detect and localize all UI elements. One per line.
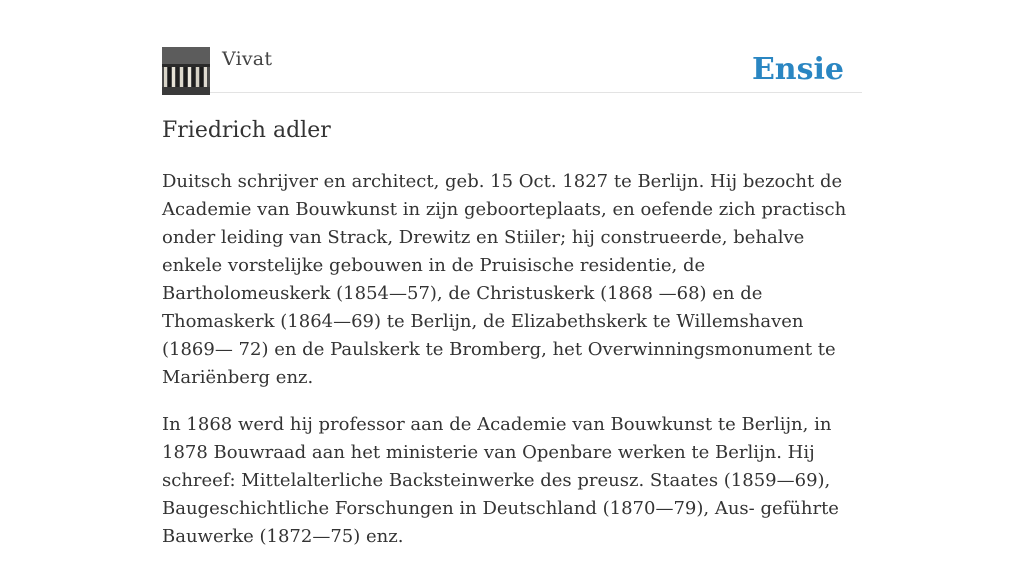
paragraph: In 1868 werd hij professor aan de Academie van Bouwkunst te Berlijn, in 1878 Bouwraad aan het ministerie van Openbare werken te Berlijn. Hij schreef: Mittelalterliche Backsteinwerke des preusz. Staates (1859—69), Baugeschichtliche Forschungen in Deutschland (1870—79), Aus- geführte Bauwerke (1872—75) enz. (162, 414, 839, 547)
article-body (162, 168, 862, 570)
brand-logo[interactable]: Ensie (751, 52, 844, 87)
avatar[interactable] (162, 47, 210, 95)
source-name[interactable]: Vivat (222, 48, 273, 70)
page-title: Friedrich adler (162, 118, 331, 143)
paragraph: Duitsch schrijver en architect, geb. 15 Oct. 1827 te Berlijn. Hij bezocht de Academie van Bouwkunst in zijn geboorteplaats, en oefende zich practisch onder leiding van Strack, Drewitz en Stiiler; hij construeerde, behalve enkele vorstelijke gebouwen in de Pruisische residentie, de Bartholomeuskerk (1854—57), de Christuskerk (1868 —68) en de Thomaskerk (1864—69) te Berlijn, de Elizabethskerk te Willemshaven (1869— 72) en de Paulskerk te Bromberg, het Overwinningsmonument te Mariënberg enz. (162, 171, 847, 388)
header (162, 47, 862, 93)
book-spines-avatar-icon (162, 47, 210, 95)
